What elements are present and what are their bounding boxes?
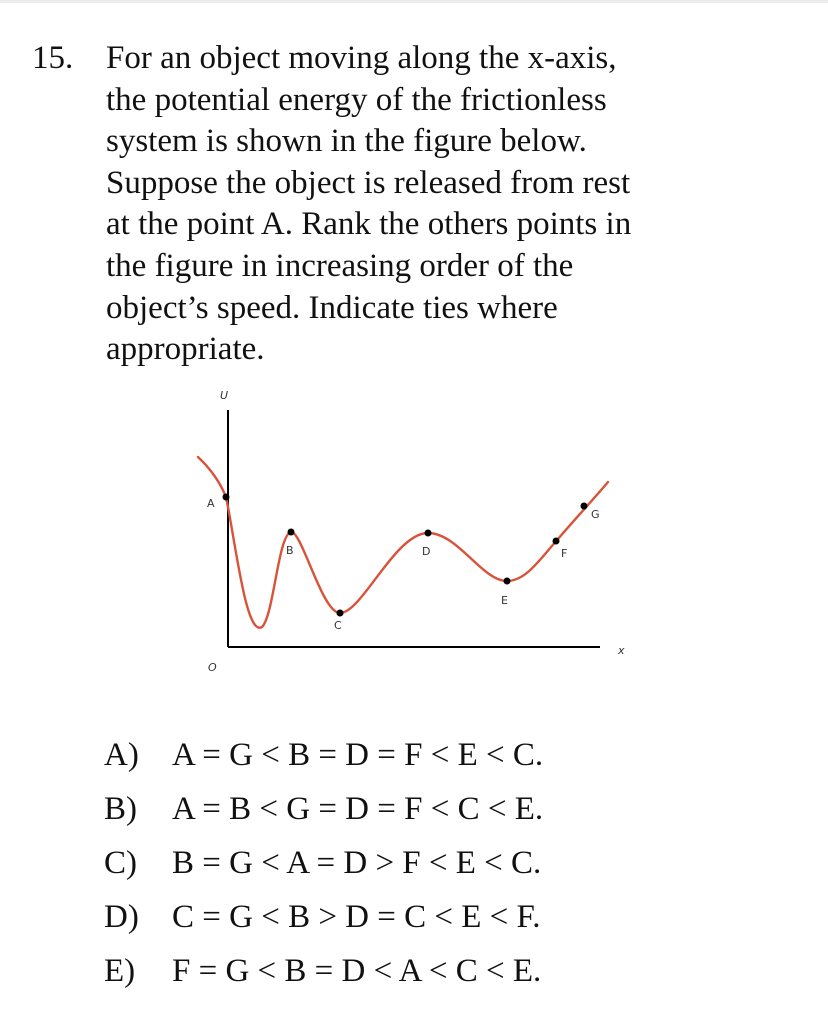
question-line: the potential energy of the frictionless	[106, 81, 607, 118]
point-f-marker	[553, 538, 560, 545]
choice-letter: E)	[104, 953, 136, 989]
point-d-label: D	[422, 545, 431, 558]
question-line: Suppose the object is released from rest	[106, 164, 631, 201]
point-d-marker	[425, 530, 432, 537]
point-c-marker	[337, 610, 344, 617]
x-axis-label: x	[618, 644, 625, 657]
point-b-label: B	[286, 544, 294, 557]
question-line: at the point A. Rank the others points in	[106, 206, 632, 243]
point-f-label: F	[561, 547, 568, 560]
choice-b[interactable]	[104, 789, 543, 843]
top-divider	[0, 0, 828, 3]
potential-curve	[198, 457, 608, 628]
question-line: object’s speed. Indicate ties where	[106, 289, 558, 326]
point-g-marker	[581, 503, 588, 510]
question-line: appropriate.	[106, 331, 265, 368]
choice-c[interactable]	[104, 843, 543, 897]
point-c-label: C	[334, 619, 342, 632]
choice-text: A = B < G = D = F < C < E.	[172, 791, 544, 827]
question-line: system is shown in the figure below.	[106, 123, 587, 160]
potential-energy-figure	[190, 375, 640, 695]
point-a-label: A	[207, 497, 215, 510]
potential-energy-graph	[190, 375, 640, 695]
point-e-label: E	[501, 594, 508, 607]
choice-e[interactable]	[104, 951, 543, 1005]
point-g-label: G	[591, 508, 600, 521]
point-a-marker	[223, 494, 230, 501]
choice-letter: D)	[104, 899, 139, 935]
origin-label: O	[208, 661, 217, 674]
choice-text: A = G < B = D = F < E < C.	[172, 737, 544, 773]
y-axis-label: U	[220, 389, 229, 402]
choice-letter: C)	[104, 845, 137, 881]
question-number: 15.	[32, 40, 74, 76]
choice-letter: A)	[104, 737, 139, 773]
choice-letter: B)	[104, 791, 137, 827]
choice-text: B = G < A = D > F < E < C.	[172, 845, 542, 881]
question-line: the figure in increasing order of the	[106, 247, 574, 284]
choice-text: F = G < B = D < A < C < E.	[172, 953, 542, 989]
answer-choices	[104, 735, 543, 1005]
point-b-marker	[288, 529, 295, 536]
choice-a[interactable]	[104, 735, 543, 789]
choice-d[interactable]	[104, 897, 543, 951]
question-text	[106, 38, 806, 371]
point-e-marker	[504, 578, 511, 585]
choice-text: C = G < B > D = C < E < F.	[172, 899, 541, 935]
question-line: For an object moving along the x-axis,	[106, 40, 617, 76]
